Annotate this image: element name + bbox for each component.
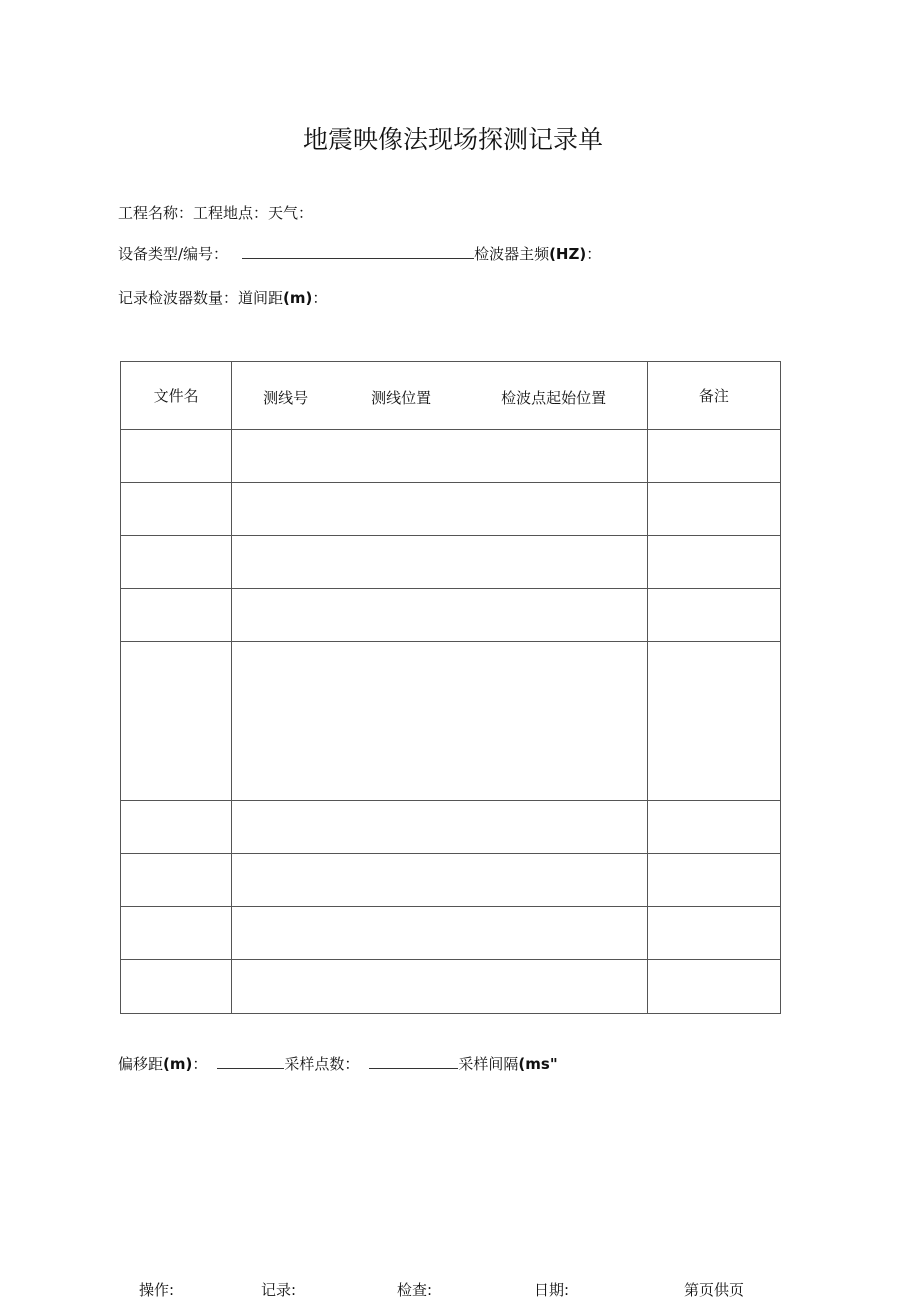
table-row	[121, 907, 781, 960]
cell-remarks[interactable]	[647, 801, 780, 854]
footer-date: 日期:	[534, 1281, 570, 1299]
record-table-wrapper	[120, 361, 781, 1014]
footer-checker: 检查:	[397, 1281, 433, 1299]
header-remarks: 备注	[647, 362, 780, 430]
cell-remarks[interactable]	[647, 907, 780, 960]
footer-operator: 操作:	[139, 1281, 175, 1299]
offset-label: 偏移距	[118, 1055, 164, 1073]
table-row	[121, 536, 781, 589]
trace-spacing-colon: ：	[312, 289, 328, 307]
footer-recorder: 记录:	[261, 1281, 297, 1299]
sample-points-label: 采样点数：	[284, 1055, 360, 1073]
cell-middle[interactable]	[232, 642, 648, 801]
table-row	[121, 642, 781, 801]
sample-interval-unit: (ms"	[518, 1055, 558, 1073]
cell-file-name[interactable]	[121, 642, 232, 801]
record-table	[120, 361, 781, 1014]
equipment-blank	[242, 244, 474, 259]
table-row	[121, 960, 781, 1014]
record-count-label: 记录检波器数量：道间距	[118, 289, 284, 307]
cell-file-name[interactable]	[121, 960, 232, 1014]
cell-middle[interactable]	[232, 483, 648, 536]
table-header-row	[121, 362, 781, 430]
cell-remarks[interactable]	[647, 536, 780, 589]
cell-file-name[interactable]	[121, 854, 232, 907]
cell-remarks[interactable]	[647, 483, 780, 536]
sample-interval-label: 采样间隔	[458, 1055, 519, 1073]
cell-middle[interactable]	[232, 960, 648, 1014]
geophone-freq-colon: ：	[586, 245, 602, 263]
cell-remarks[interactable]	[647, 430, 780, 483]
project-info-line: 工程名称：工程地点：天气：	[118, 204, 314, 222]
header-middle	[232, 362, 648, 430]
cell-file-name[interactable]	[121, 907, 232, 960]
cell-file-name[interactable]	[121, 483, 232, 536]
header-start-position: 检波点起始位置	[501, 389, 607, 407]
cell-remarks[interactable]	[647, 854, 780, 907]
cell-file-name[interactable]	[121, 430, 232, 483]
cell-middle[interactable]	[232, 854, 648, 907]
table-row	[121, 483, 781, 536]
cell-middle[interactable]	[232, 801, 648, 854]
table-row	[121, 430, 781, 483]
cell-remarks[interactable]	[647, 960, 780, 1014]
offset-unit: (m)	[163, 1055, 193, 1073]
cell-middle[interactable]	[232, 536, 648, 589]
cell-middle[interactable]	[232, 430, 648, 483]
cell-file-name[interactable]	[121, 801, 232, 854]
header-file-name: 文件名	[121, 362, 232, 430]
sampling-line	[118, 1053, 558, 1074]
cell-middle[interactable]	[232, 907, 648, 960]
table-row	[121, 854, 781, 907]
footer-page: 第页供页	[684, 1281, 745, 1299]
cell-remarks[interactable]	[647, 589, 780, 642]
offset-blank	[217, 1054, 284, 1069]
geophone-freq-label: 检波器主频	[474, 245, 550, 263]
equipment-line	[118, 243, 601, 264]
equipment-label: 设备类型/编号：	[118, 245, 229, 263]
page-title: 地震映像法现场探测记录单	[302, 125, 603, 154]
table-row	[121, 589, 781, 642]
cell-file-name[interactable]	[121, 536, 232, 589]
cell-middle[interactable]	[232, 589, 648, 642]
cell-remarks[interactable]	[647, 642, 780, 801]
table-row	[121, 801, 781, 854]
cell-file-name[interactable]	[121, 589, 232, 642]
record-count-line	[118, 287, 327, 308]
geophone-freq-unit: (HZ)	[549, 245, 587, 263]
offset-colon: ：	[192, 1055, 208, 1073]
header-line-no: 测线号	[263, 389, 309, 407]
header-line-position: 测线位置	[371, 389, 432, 407]
sample-points-blank	[369, 1054, 458, 1069]
trace-spacing-unit: (m)	[283, 289, 313, 307]
